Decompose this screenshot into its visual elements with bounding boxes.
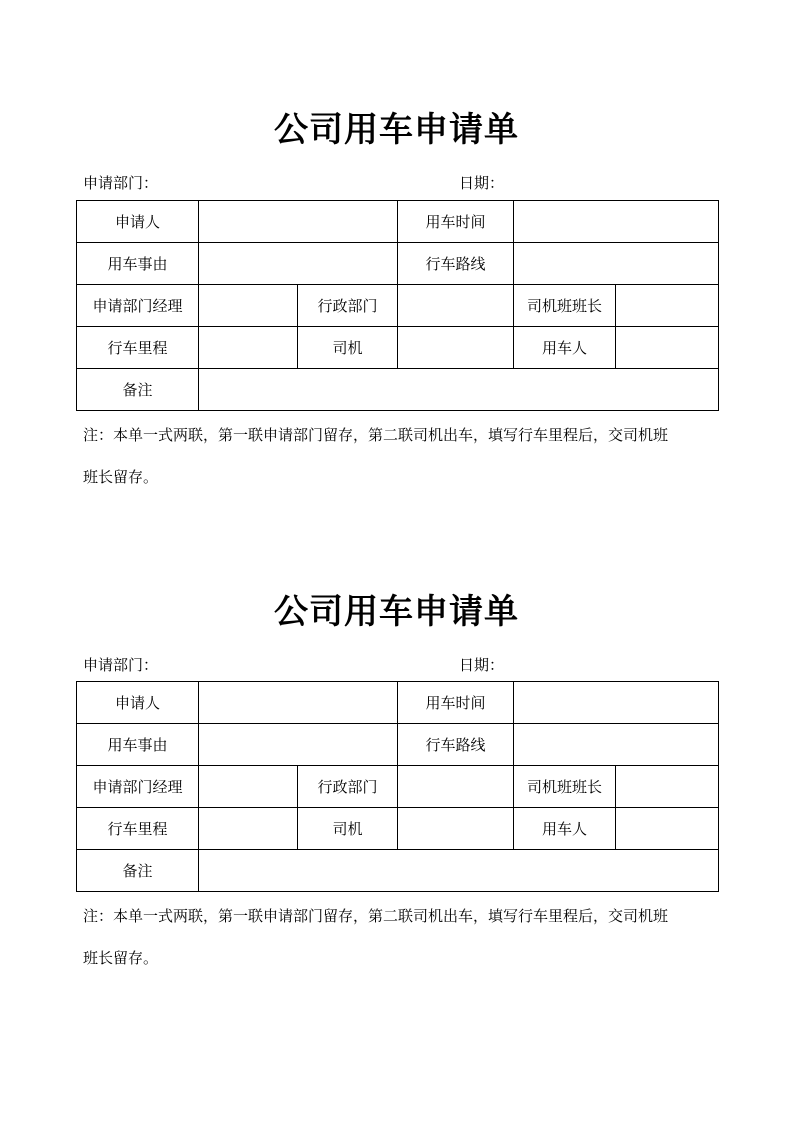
- vehicle-user-field[interactable]: [616, 808, 719, 850]
- form-title: 公司用车申请单: [274, 592, 519, 632]
- vehicle-request-form-1: [0, 108, 793, 486]
- vehicle-request-form-2: [0, 590, 793, 967]
- driver-team-leader-field[interactable]: [616, 766, 719, 808]
- usage-reason-label: 用车事由: [77, 724, 199, 766]
- form-title: 公司用车申请单: [274, 110, 519, 150]
- admin-dept-label: 行政部门: [298, 285, 398, 327]
- applicant-field[interactable]: [199, 682, 398, 724]
- table-row: [77, 327, 719, 369]
- remarks-label: 备注: [77, 369, 199, 411]
- request-table: [76, 200, 719, 411]
- dept-manager-field[interactable]: [199, 285, 298, 327]
- usage-reason-field[interactable]: [199, 724, 398, 766]
- dept-manager-label: 申请部门经理: [77, 285, 199, 327]
- date-label: 日期：: [459, 174, 505, 192]
- request-table: [76, 681, 719, 892]
- applicant-department-label: 申请部门：: [83, 174, 159, 192]
- vehicle-user-field[interactable]: [616, 327, 719, 369]
- table-row: [77, 724, 719, 766]
- table-row: [77, 243, 719, 285]
- remarks-field[interactable]: [199, 850, 719, 892]
- table-row: [77, 850, 719, 892]
- driver-field[interactable]: [398, 808, 514, 850]
- driver-team-leader-field[interactable]: [616, 285, 719, 327]
- form-note: [83, 895, 723, 979]
- driver-label: 司机: [298, 808, 398, 850]
- table-row: [77, 808, 719, 850]
- route-label: 行车路线: [398, 724, 514, 766]
- remarks-label: 备注: [77, 850, 199, 892]
- usage-time-label: 用车时间: [398, 201, 514, 243]
- table-row: [77, 285, 719, 327]
- usage-reason-field[interactable]: [199, 243, 398, 285]
- driver-team-leader-label: 司机班班长: [514, 766, 616, 808]
- note-line-2: 班长留存。: [83, 468, 159, 486]
- applicant-department-label: 申请部门：: [83, 656, 159, 674]
- mileage-field[interactable]: [199, 327, 298, 369]
- route-field[interactable]: [514, 724, 719, 766]
- form-meta: [0, 648, 793, 678]
- date-label: 日期：: [459, 656, 505, 674]
- table-row: [77, 369, 719, 411]
- driver-team-leader-label: 司机班班长: [514, 285, 616, 327]
- note-line-1: 注：本单一式两联，第一联申请部门留存，第二联司机出车，填写行车里程后，交司机班: [83, 426, 669, 444]
- route-label: 行车路线: [398, 243, 514, 285]
- applicant-field[interactable]: [199, 201, 398, 243]
- mileage-label: 行车里程: [77, 327, 199, 369]
- driver-label: 司机: [298, 327, 398, 369]
- usage-time-field[interactable]: [514, 682, 719, 724]
- remarks-field[interactable]: [199, 369, 719, 411]
- note-line-2: 班长留存。: [83, 949, 159, 967]
- form-note: [83, 414, 723, 498]
- admin-dept-label: 行政部门: [298, 766, 398, 808]
- dept-manager-label: 申请部门经理: [77, 766, 199, 808]
- usage-time-field[interactable]: [514, 201, 719, 243]
- driver-field[interactable]: [398, 327, 514, 369]
- mileage-label: 行车里程: [77, 808, 199, 850]
- note-line-1: 注：本单一式两联，第一联申请部门留存，第二联司机出车，填写行车里程后，交司机班: [83, 907, 669, 925]
- form-meta: [0, 166, 793, 196]
- route-field[interactable]: [514, 243, 719, 285]
- applicant-label: 申请人: [77, 201, 199, 243]
- mileage-field[interactable]: [199, 808, 298, 850]
- admin-dept-field[interactable]: [398, 766, 514, 808]
- admin-dept-field[interactable]: [398, 285, 514, 327]
- table-row: [77, 766, 719, 808]
- table-row: [77, 682, 719, 724]
- vehicle-user-label: 用车人: [514, 808, 616, 850]
- vehicle-user-label: 用车人: [514, 327, 616, 369]
- dept-manager-field[interactable]: [199, 766, 298, 808]
- table-row: [77, 201, 719, 243]
- usage-time-label: 用车时间: [398, 682, 514, 724]
- usage-reason-label: 用车事由: [77, 243, 199, 285]
- applicant-label: 申请人: [77, 682, 199, 724]
